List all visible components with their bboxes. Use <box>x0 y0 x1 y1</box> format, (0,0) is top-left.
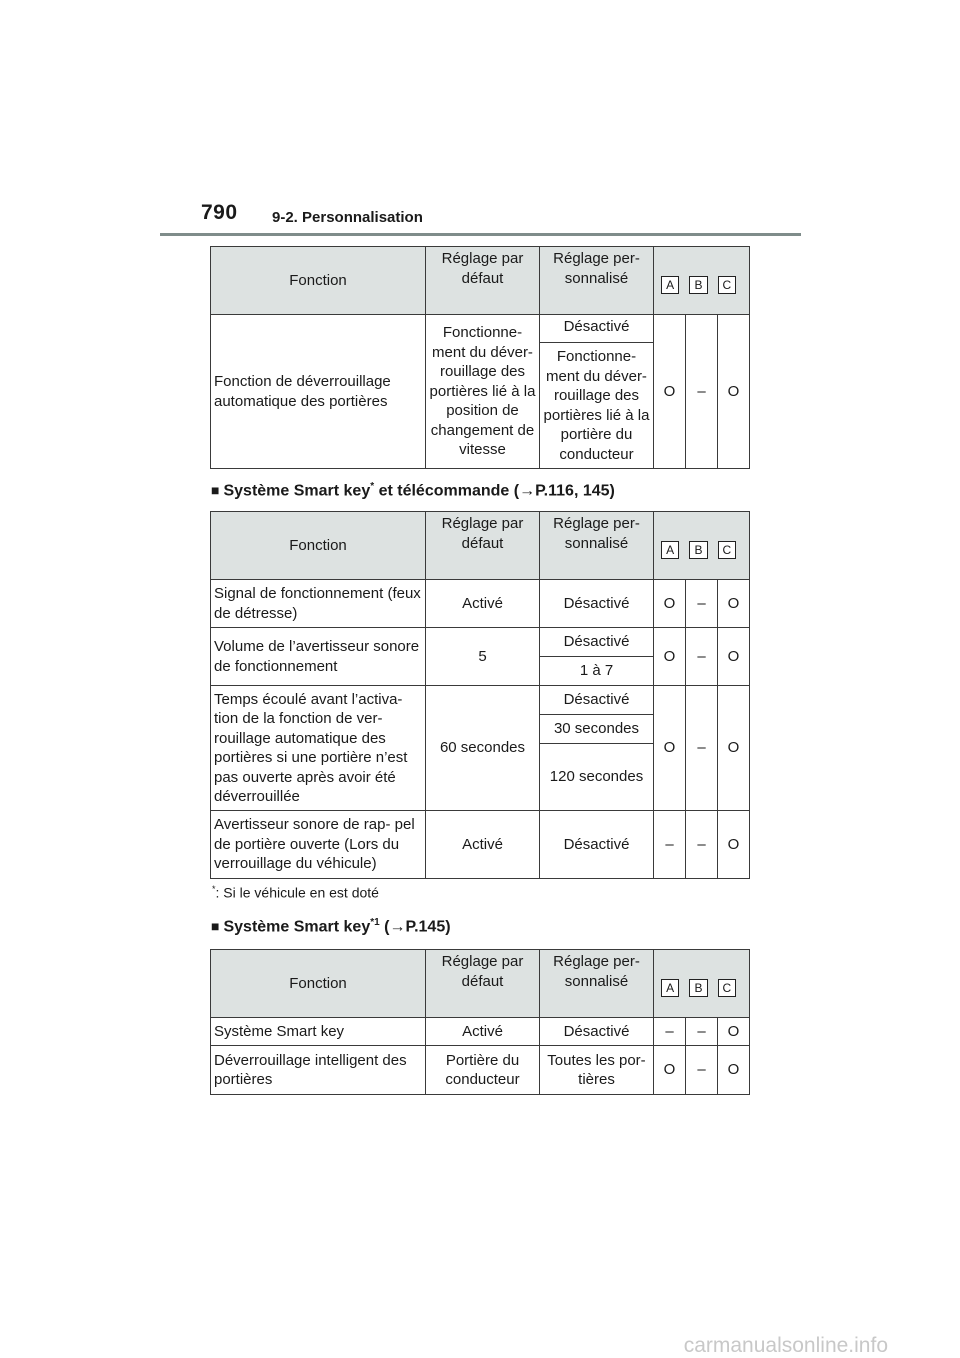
cell-fonction: Déverrouillage intelligent des portières <box>211 1046 426 1095</box>
column-header-abc <box>654 247 750 315</box>
cell-b: – <box>686 686 718 811</box>
badge-b: B <box>689 276 707 294</box>
column-header-fonction: Fonction <box>211 950 426 1018</box>
column-header-defaut: Réglage par défaut <box>426 512 540 580</box>
cell-perso: 30 secondes <box>540 715 654 744</box>
heading-rest: (→P.145) <box>379 918 451 936</box>
column-header-abc <box>654 512 750 580</box>
column-header-fonction: Fonction <box>211 512 426 580</box>
column-header-defaut: Réglage par défaut <box>426 950 540 1018</box>
badge-a: A <box>661 979 679 997</box>
watermark: carmanualsonline.info <box>683 1334 888 1357</box>
cell-b: – <box>686 315 718 469</box>
heading-text: Système Smart key <box>223 918 371 936</box>
heading-square: ■ <box>211 482 220 499</box>
section-title: 9-2. Personnalisation <box>272 209 423 226</box>
cell-c: O <box>718 1018 750 1046</box>
cell-perso: Désactivé <box>540 686 654 715</box>
cell-perso: Toutes les por- tières <box>540 1046 654 1095</box>
cell-b: – <box>686 811 718 879</box>
settings-table-smart-key <box>210 949 750 1095</box>
cell-fonction: Système Smart key <box>211 1018 426 1046</box>
cell-c: O <box>718 811 750 879</box>
cell-b: – <box>686 1018 718 1046</box>
heading-sup: * <box>370 481 375 492</box>
heading-sup: *1 <box>370 917 380 928</box>
heading-text: Système Smart key <box>223 482 371 500</box>
badge-c: C <box>718 541 736 559</box>
cell-b: – <box>686 628 718 686</box>
cell-defaut: Activé <box>426 811 540 879</box>
cell-a: O <box>654 1046 686 1095</box>
footnote <box>212 884 379 901</box>
cell-perso: Désactivé <box>540 811 654 879</box>
cell-defaut: 5 <box>426 628 540 686</box>
cell-a: – <box>654 1018 686 1046</box>
cell-fonction: Volume de l’avertisseur sonore de fonctionnement <box>211 628 426 686</box>
cell-defaut: 60 secondes <box>426 686 540 811</box>
column-header-abc <box>654 950 750 1018</box>
cell-perso: Désactivé <box>540 315 654 343</box>
cell-a: – <box>654 811 686 879</box>
cell-c: O <box>718 1046 750 1095</box>
footnote-mark: * <box>212 884 216 894</box>
badge-c: C <box>718 276 736 294</box>
section-heading-smart-key <box>211 917 451 936</box>
cell-perso: 1 à 7 <box>540 657 654 686</box>
badge-c: C <box>718 979 736 997</box>
cell-defaut: Activé <box>426 1018 540 1046</box>
cell-c: O <box>718 686 750 811</box>
cell-a: O <box>654 580 686 628</box>
column-header-perso: Réglage per- sonnalisé <box>540 950 654 1018</box>
cell-a: O <box>654 628 686 686</box>
cell-fonction: Fonction de déverrouillage automatique des portières <box>211 315 426 469</box>
cell-perso: Fonctionne- ment du déver- rouillage des portières lié à la portière du conducteur <box>540 343 654 469</box>
cell-fonction: Avertisseur sonore de rap- pel de portière ouverte (Lors du verrouillage du véhicule) <box>211 811 426 879</box>
cell-a: O <box>654 686 686 811</box>
settings-table-smart-key-remote <box>210 511 750 879</box>
heading-rest: et télécommande (→P.116, 145) <box>374 482 615 500</box>
cell-defaut: Activé <box>426 580 540 628</box>
section-heading-smart-key-remote <box>211 481 615 500</box>
settings-table-door-unlock <box>210 246 750 469</box>
cell-defaut: Fonctionne- ment du déver- rouillage des portières lié à la position de changement de vitesse <box>426 315 540 469</box>
cell-c: O <box>718 315 750 469</box>
column-header-defaut: Réglage par défaut <box>426 247 540 315</box>
header-divider <box>160 233 801 236</box>
cell-defaut: Portière du conducteur <box>426 1046 540 1095</box>
cell-perso: 120 secondes <box>540 744 654 811</box>
cell-b: – <box>686 580 718 628</box>
badge-a: A <box>661 276 679 294</box>
cell-c: O <box>718 628 750 686</box>
column-header-perso: Réglage per- sonnalisé <box>540 512 654 580</box>
cell-c: O <box>718 580 750 628</box>
cell-a: O <box>654 315 686 469</box>
badge-a: A <box>661 541 679 559</box>
badge-b: B <box>689 541 707 559</box>
cell-b: – <box>686 1046 718 1095</box>
cell-fonction: Signal de fonctionnement (feux de détresse) <box>211 580 426 628</box>
heading-square: ■ <box>211 918 220 935</box>
column-header-fonction: Fonction <box>211 247 426 315</box>
page-number: 790 <box>201 201 238 224</box>
cell-perso: Désactivé <box>540 628 654 657</box>
column-header-perso: Réglage per- sonnalisé <box>540 247 654 315</box>
cell-perso: Désactivé <box>540 1018 654 1046</box>
badge-b: B <box>689 979 707 997</box>
cell-perso: Désactivé <box>540 580 654 628</box>
cell-fonction: Temps écoulé avant l’activa- tion de la fonction de ver- rouillage automatique des portières si une portière n’est pas ouverte après avoir été déverrouillée <box>211 686 426 811</box>
footnote-text: : Si le véhicule en est doté <box>215 884 379 901</box>
